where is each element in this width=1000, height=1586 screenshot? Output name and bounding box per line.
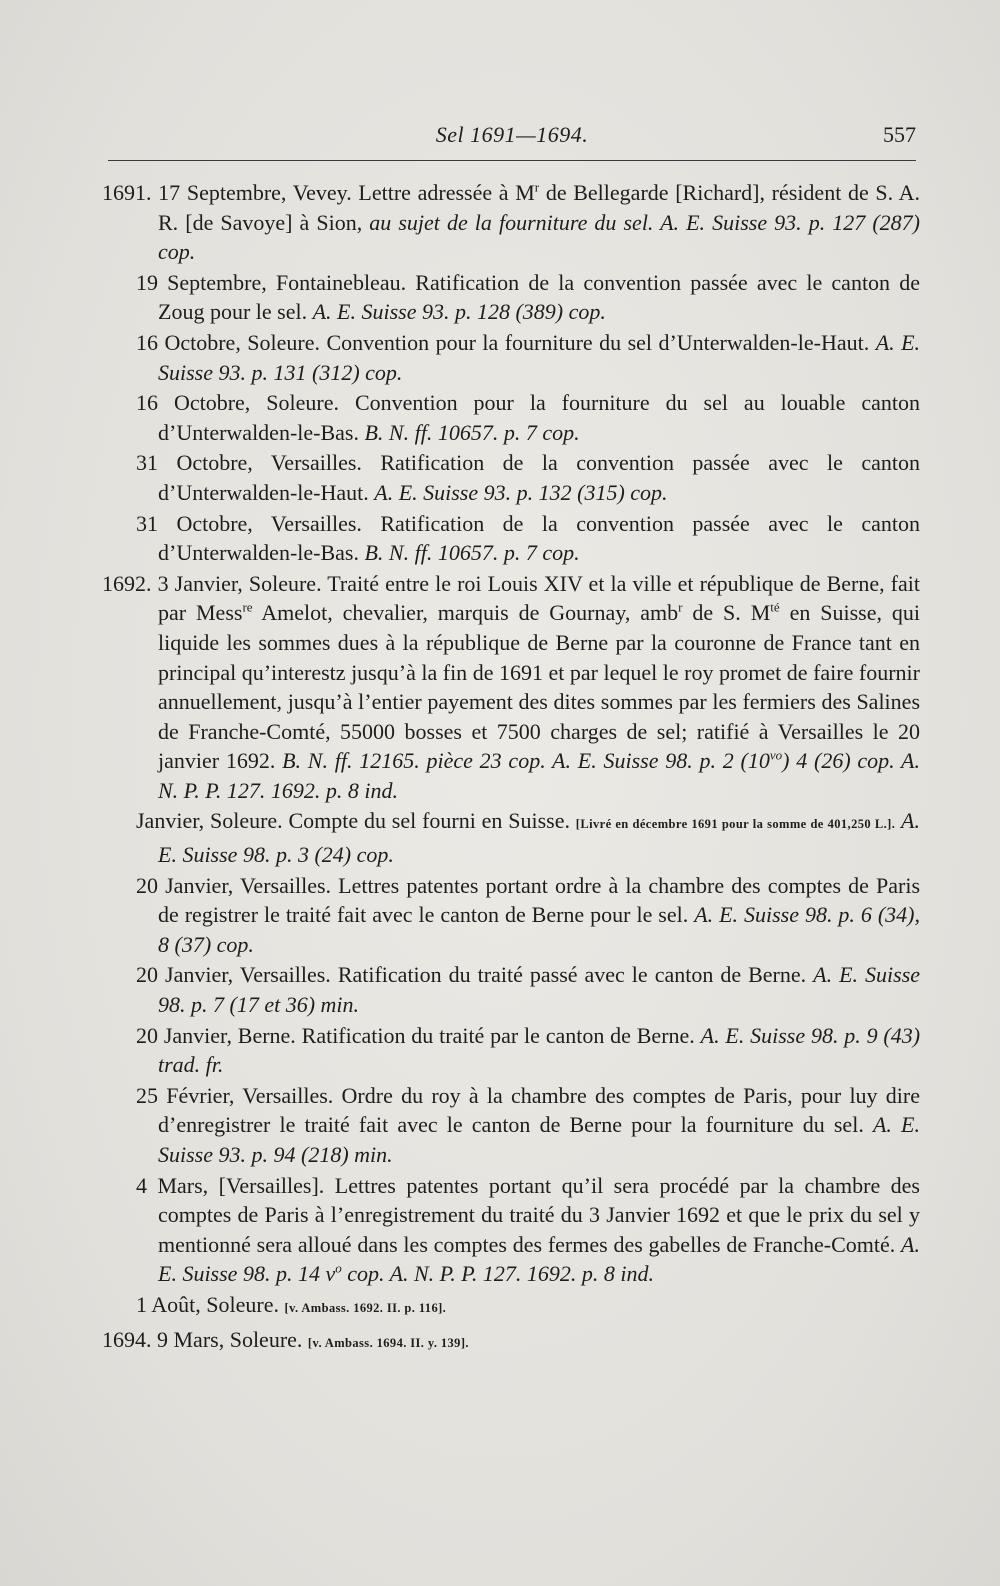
entry-date: 31 Octobre, Versailles.: [136, 510, 362, 536]
entry-date: 25 Février, Versailles.: [136, 1082, 334, 1108]
entry-text: Ratification de la convention passée avec le canton de Zoug pour le sel.: [158, 269, 921, 325]
page-number: 557: [883, 122, 916, 147]
entry-date: 4 Mars, [Versailles].: [136, 1172, 325, 1198]
archive-reference: A. E. Suisse 98. p. 14 v: [158, 1231, 920, 1287]
editorial-note: [Livré en décembre 1691 pour la somme de 401,250 L.].: [575, 817, 896, 832]
entry-text: Ratification du traité passé avec le canton de Berne.: [337, 962, 807, 988]
entry-text: de S. M: [692, 600, 771, 626]
entry-1691-09-17: [100, 178, 920, 267]
entry-text: Lettres patentes portant qu’il sera procédé par la chambre des comptes de Paris à l’enregistrement du traité du 3 Janvier 1692 et que le prix du sel y mentionné sera alloué dans les comptes des fermes des gabelles de Franche-Comté.: [158, 1172, 920, 1257]
editorial-note: [v. Ambass. 1694. II. y. 139].: [307, 1335, 469, 1350]
entry-1692-08-01: [100, 1290, 920, 1324]
entry-1691-09-19: [100, 268, 920, 327]
entry-date: 16 Octobre, Soleure.: [136, 329, 320, 355]
entries-list: [100, 178, 920, 1359]
entry-text: Lettre adressée à M: [358, 180, 535, 205]
entry-1694-03-09: [100, 1325, 920, 1359]
editorial-note: [v. Ambass. 1692. II. p. 116].: [284, 1300, 447, 1315]
entry-superscript: té: [770, 599, 780, 615]
archive-reference: A. E. Suisse 93. p. 94 (218) min.: [158, 1112, 920, 1167]
entry-date: 1691. 17 Septembre, Vevey.: [102, 180, 352, 205]
entry-date: Janvier, Soleure.: [136, 808, 283, 834]
archive-reference: A. E. Suisse 98. p. 9 (43) trad. fr.: [158, 1022, 921, 1078]
entry-date: 20 Janvier, Versailles.: [136, 962, 331, 988]
archive-reference: cop. A. N. P. P. 127. 1692. p. 8 ind.: [347, 1261, 654, 1287]
reference-superscript: vo: [769, 747, 783, 763]
entry-superscript: r: [678, 599, 683, 615]
entry-text: Ratification du traité par le canton de Berne.: [301, 1022, 695, 1048]
entry-superscript: re: [242, 599, 253, 615]
entry-text: Ratification de la convention passée avec le canton d’Unterwalden-le-Haut.: [158, 450, 920, 505]
entry-date: 1692. 3 Janvier, Soleure.: [102, 570, 322, 596]
entry-text: Ordre du roy à la chambre des comptes de Paris, pour luy dire d’enregistrer le traité fait avec le canton de Berne pour la fourniture du sel.: [158, 1082, 921, 1138]
archive-reference: A. E. Suisse 93. p. 132 (315) cop.: [374, 479, 668, 505]
archive-reference: A. E. Suisse 93. p. 131 (312) cop.: [158, 329, 921, 385]
entry-1692-03-04: [100, 1171, 920, 1289]
entry-date: 20 Janvier, Berne.: [136, 1022, 296, 1048]
entry-1691-10-31-b: [100, 509, 920, 568]
archive-reference: ) 4 (26) cop. A. N. P. P. 127. 1692. p. 8 ind.: [158, 748, 920, 803]
archive-reference: B. N. ff. 12165. pièce 23 cop. A. E. Suisse 98. p. 2 (10: [282, 748, 770, 774]
archive-reference: A. E. Suisse 93. p. 128 (389) cop.: [312, 299, 606, 325]
entry-date: 31 Octobre, Versailles.: [136, 450, 362, 476]
entry-text: en Suisse, qui liquide les sommes dues à la république de Berne par la couronne de France tant en principal qu’interestz jusqu’à la fin de 1691 et par lequel le roy promet de faire fournir annuellement, jusqu’à l’entier payement des dites sommes par les fermiers des Salines de Franche-Comté, 55000 bosses et 7500 charges de sel; ratifié à Versailles le 20 janvier 1692.: [158, 600, 921, 774]
archive-reference: B. N. ff. 10657. p. 7 cop.: [364, 419, 580, 445]
archive-reference: A. E. Suisse 98. p. 6 (34), 8 (37) cop.: [158, 902, 921, 957]
entry-date: 20 Janvier, Versailles.: [136, 872, 332, 898]
entry-text: Amelot, chevalier, marquis de Gournay, amb: [261, 600, 679, 626]
entry-1692-01-20-c: [100, 1021, 920, 1080]
reference-superscript: o: [335, 1261, 342, 1277]
entry-1692-01-20-b: [100, 960, 920, 1019]
running-head: Sel 1691—1694.: [435, 122, 589, 147]
archive-reference: A. E. Suisse 98. p. 7 (17 et 36) min.: [158, 962, 921, 1018]
entry-date: 1694. 9 Mars, Soleure.: [102, 1326, 303, 1352]
entry-date: 16 Octobre, Soleure.: [136, 390, 339, 416]
entry-1692-02-25: [100, 1081, 920, 1170]
page-header: [108, 118, 916, 158]
entry-date: 1 Août, Soleure.: [136, 1291, 279, 1317]
entry-text: Convention pour la fourniture du sel d’Unterwalden-le-Haut.: [326, 329, 870, 355]
entry-text: Traité entre le roi Louis XIV et la ville et république de Berne, fait par Mess: [158, 570, 920, 626]
entry-date: 19 Septembre, Fontainebleau.: [136, 269, 407, 295]
entry-text: Ratification de la convention passée avec le canton d’Unterwalden-le-Bas.: [158, 510, 920, 566]
entry-1692-01-20-a: [100, 871, 920, 960]
entry-1691-10-16-a: [100, 328, 920, 387]
header-rule: [108, 160, 916, 161]
entry-text: de Bellegarde [Richard], résident de S. A. R. [de Savoye] à Sion,: [158, 180, 920, 235]
archive-reference: A. E. Suisse 98. p. 3 (24) cop.: [158, 808, 920, 868]
entry-1692-01: [100, 806, 920, 869]
archive-reference: au sujet de la fourniture du sel. A. E. Suisse 93. p. 127 (287) cop.: [158, 209, 920, 265]
entry-1692-01-03: [100, 569, 920, 806]
archive-reference: B. N. ff. 10657. p. 7 cop.: [364, 540, 580, 566]
entry-text: Convention pour la fourniture du sel au louable canton d’Unterwalden-le-Bas.: [158, 390, 921, 445]
entry-text: Compte du sel fourni en Suisse.: [288, 808, 570, 834]
entry-1691-10-16-b: [100, 388, 920, 447]
entry-superscript: r: [534, 179, 540, 195]
entry-1691-10-31-a: [100, 448, 920, 507]
entry-text: Lettres patentes portant ordre à la chambre des comptes de Paris de registrer le traité fait avec le canton de Berne pour le sel.: [158, 872, 921, 928]
